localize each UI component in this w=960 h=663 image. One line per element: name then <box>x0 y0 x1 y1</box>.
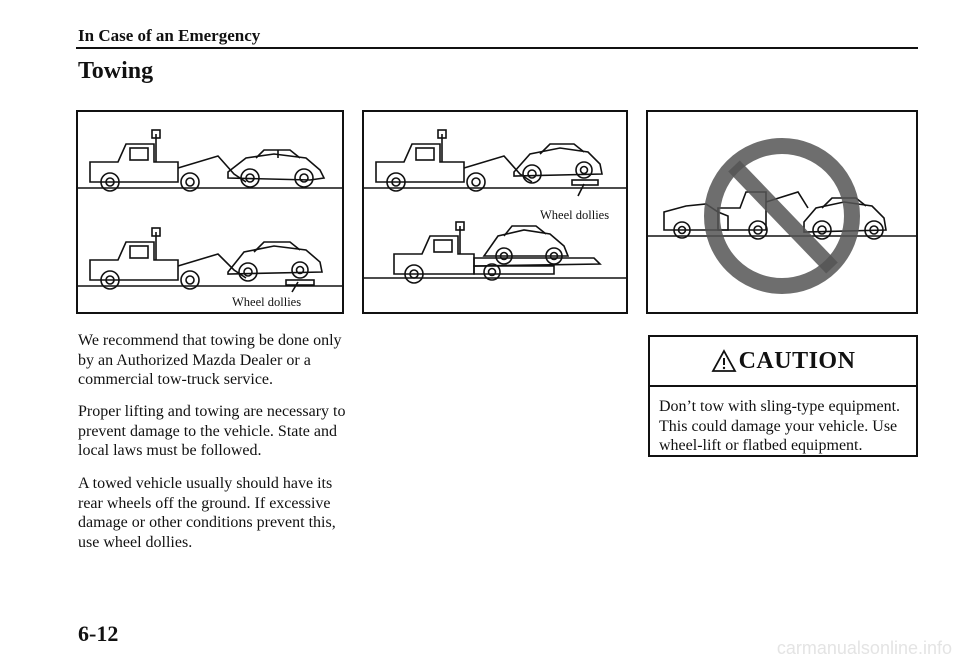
caution-title: CAUTION <box>738 347 856 374</box>
body-paragraph <box>78 331 368 390</box>
page-number: 6-12 <box>78 621 119 646</box>
no-sling-tow-illustration <box>648 112 916 312</box>
caution-box <box>648 335 918 457</box>
body-paragraph <box>78 402 368 461</box>
text-line: use wheel dollies. <box>78 533 193 551</box>
text-line: rear wheels off the ground. If excessive <box>78 494 331 512</box>
section-header: In Case of an Emergency <box>78 26 261 45</box>
text-line: commercial tow-truck service. <box>78 371 274 388</box>
body-paragraph <box>78 474 368 552</box>
caution-text <box>659 397 911 456</box>
text-line: by an Authorized Mazda Dealer or a <box>78 351 311 369</box>
watermark: carmanualsonline.info <box>776 638 952 658</box>
wheel-lift-illustration <box>78 112 342 312</box>
text-line: wheel-lift or flatbed equipment. <box>659 437 863 454</box>
warning-triangle-icon <box>711 349 737 373</box>
text-line: We recommend that towing be done only <box>78 332 342 349</box>
caution-header <box>650 337 916 387</box>
wheel-dollies-label: Wheel dollies <box>232 295 302 309</box>
wheel-dollies-label: Wheel dollies <box>540 208 610 222</box>
text-line: A towed vehicle usually should have its <box>78 475 333 492</box>
figure-dollies-flatbed <box>362 110 628 314</box>
header-rule <box>76 47 918 49</box>
page-title: Towing <box>78 58 154 84</box>
text-line: This could damage your vehicle. Use <box>659 417 898 435</box>
prohibited-icon <box>712 146 852 286</box>
text-line: Proper lifting and towing are necessary to <box>78 403 346 420</box>
figure-wheel-lift-towing <box>76 110 344 314</box>
text-line: damage or other conditions prevent this, <box>78 514 336 531</box>
figure-no-sling-tow <box>646 110 918 314</box>
text-line: Don’t tow with sling-type equipment. <box>659 398 901 415</box>
text-line: local laws must be followed. <box>78 442 262 459</box>
text-line: prevent damage to the vehicle. State and <box>78 422 338 440</box>
